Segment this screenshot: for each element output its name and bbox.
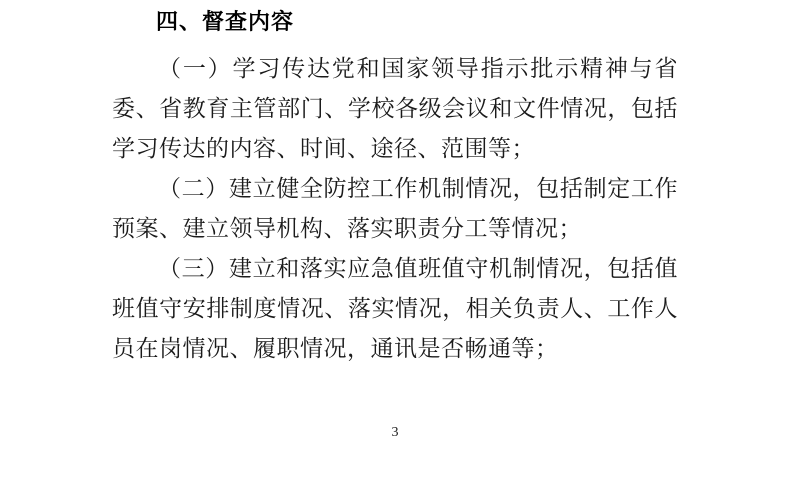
paragraph-item-2: （二）建立健全防控工作机制情况，包括制定工作预案、建立领导机构、落实职责分工等情况； bbox=[112, 176, 678, 241]
section-heading: 四、督查内容 bbox=[156, 9, 295, 34]
paragraph-item-1: （一）学习传达党和国家领导指示批示精神与省委、省教育主管部门、学校各级会议和文件情况，包括学习传达的内容、时间、途径、范围等； bbox=[112, 56, 678, 161]
paragraph-item-3: （三）建立和落实应急值班值守机制情况，包括值班值守安排制度情况、落实情况，相关负责人、工作人员在岗情况、履职情况，通讯是否畅通等； bbox=[112, 256, 678, 361]
page-number: 3 bbox=[391, 425, 399, 440]
document-body bbox=[112, 2, 678, 369]
